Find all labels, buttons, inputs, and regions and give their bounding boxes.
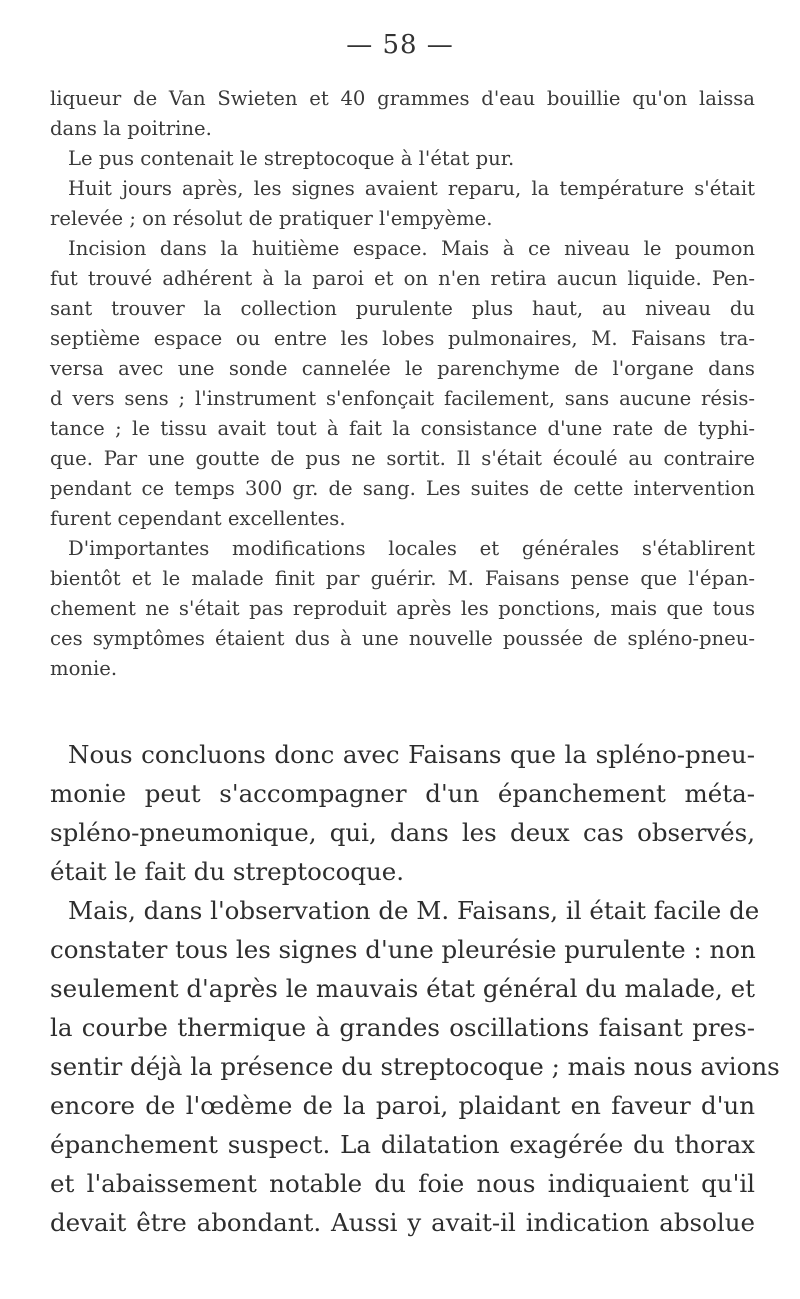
text-line: Nous concluons donc avec Faisans que la spléno-pneu- bbox=[68, 740, 755, 769]
text-line: monie peut s'accompagner d'un épanchement méta- bbox=[50, 779, 755, 808]
text-line: Le pus contenait le streptocoque à l'état pur. bbox=[68, 147, 515, 170]
text-line: Incision dans la huitième espace. Mais à ce niveau le poumon bbox=[68, 237, 755, 260]
text-line: sant trouver la collection purulente plus haut, au niveau du bbox=[50, 297, 755, 320]
conclusion-text bbox=[50, 735, 780, 1242]
text-line: épanchement suspect. La dilatation exagérée du thorax bbox=[50, 1130, 755, 1159]
text-line: relevée ; on résolut de pratiquer l'empyème. bbox=[50, 207, 493, 230]
text-line: et l'abaissement notable du foie nous indiquaient qu'il bbox=[50, 1169, 755, 1198]
text-line: furent cependant excellentes. bbox=[50, 507, 346, 530]
text-line: constater tous les signes d'une pleurésie purulente : non bbox=[50, 935, 756, 964]
text-line: encore de l'œdème de la paroi, plaidant en faveur d'un bbox=[50, 1091, 755, 1120]
text-line: fut trouvé adhérent à la paroi et on n'en retira aucun liquide. Pen- bbox=[50, 267, 755, 290]
text-line: devait être abondant. Aussi y avait-il indication absolue bbox=[50, 1208, 755, 1237]
page-number: — 58 — bbox=[346, 30, 454, 60]
text-line: Mais, dans l'observation de M. Faisans, il était facile de bbox=[68, 896, 760, 925]
text-line: versa avec une sonde cannelée le parenchyme de l'organe dans bbox=[50, 357, 755, 380]
text-line: tance ; le tissu avait tout à fait la consistance d'une rate de typhi- bbox=[50, 417, 755, 440]
text-line: seulement d'après le mauvais état général du malade, et bbox=[50, 974, 755, 1003]
text-line: d vers sens ; l'instrument s'enfonçait facilement, sans aucune résis- bbox=[50, 387, 755, 410]
text-line: la courbe thermique à grandes oscillations faisant pres- bbox=[50, 1013, 755, 1042]
text-line: ces symptômes étaient dus à une nouvelle poussée de spléno-pneu- bbox=[50, 627, 755, 650]
text-line: D'importantes modifications locales et générales s'établirent bbox=[68, 537, 755, 560]
text-line: que. Par une goutte de pus ne sortit. Il s'était écoulé au contraire bbox=[50, 447, 755, 470]
text-line: spléno-pneumonique, qui, dans les deux cas observés, bbox=[50, 818, 755, 847]
text-line: sentir déjà la présence du streptocoque ; mais nous avions bbox=[50, 1052, 780, 1081]
text-line: était le fait du streptocoque. bbox=[50, 857, 405, 886]
text-line: pendant ce temps 300 gr. de sang. Les suites de cette intervention bbox=[50, 477, 755, 500]
text-line: dans la poitrine. bbox=[50, 117, 212, 140]
text-line: septième espace ou entre les lobes pulmonaires, M. Faisans tra- bbox=[50, 327, 755, 350]
text-line: chement ne s'était pas reproduit après les ponctions, mais que tous bbox=[50, 597, 755, 620]
text-line: liqueur de Van Swieten et 40 grammes d'eau bouillie qu'on laissa bbox=[50, 87, 755, 110]
text-line: monie. bbox=[50, 657, 118, 680]
observation-text bbox=[50, 84, 755, 684]
text-line: Huit jours après, les signes avaient reparu, la température s'était bbox=[68, 177, 755, 200]
text-line: bientôt et le malade finit par guérir. M. Faisans pense que l'épan- bbox=[50, 567, 755, 590]
